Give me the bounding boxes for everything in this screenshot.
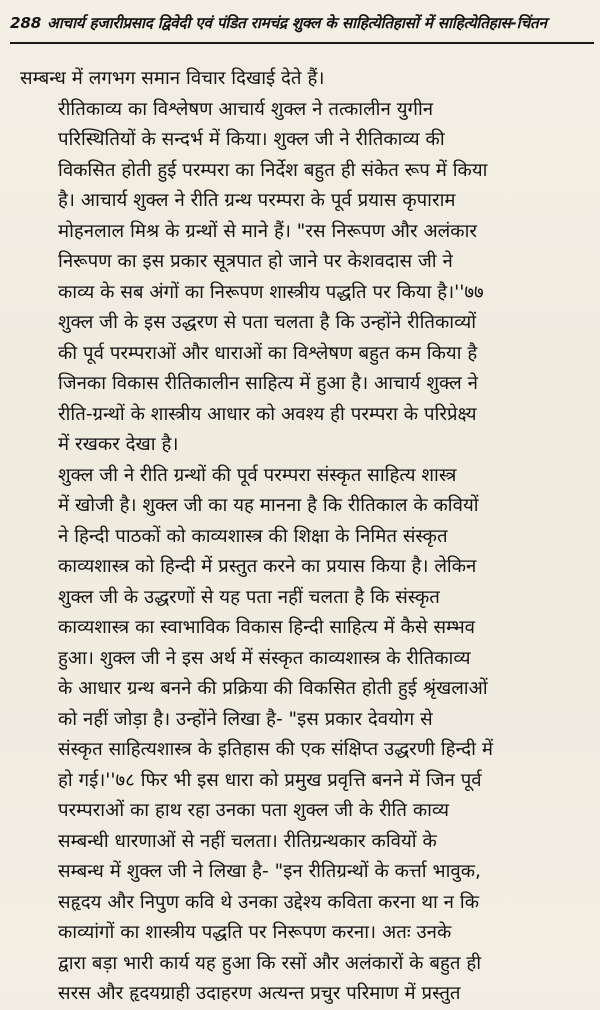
page-number: 288 bbox=[10, 14, 42, 32]
text-line: रीति-ग्रन्थों के शास्त्रीय आधार को अवश्य ही परम्परा के परिप्रेक्ष्य bbox=[58, 403, 477, 425]
text-line: परम्पराओं का हाथ रहा उनका पता शुक्ल जी के रीति काव्य bbox=[58, 800, 450, 821]
text-line: सम्बन्धी धारणाओं से नहीं चलता। रीतिग्रन्थकार कवियों के bbox=[58, 830, 437, 852]
text-line: मोहनलाल मिश्र के ग्रन्थों से माने हैं। "रस निरूपण और अलंकार bbox=[58, 220, 477, 242]
text-line: सरस और हृदयग्राही उदाहरण अत्यन्त प्रचुर परिमाण में प्रस्तुत bbox=[58, 983, 461, 1004]
text-line: को नहीं जोड़ा है। उन्होंने लिखा है- "इस प्रकार देवयोग से bbox=[58, 708, 433, 730]
text-line: विकसित होती हुई परम्परा का निर्देश बहुत ही संकेत रूप में किया bbox=[58, 159, 488, 181]
running-header bbox=[10, 8, 594, 44]
text-line: सम्बन्ध में लगभग समान विचार दिखाई देते हैं। bbox=[20, 68, 325, 89]
text-line: काव्यशास्त्र को हिन्दी में प्रस्तुत करने का प्रयास किया है। लेकिन bbox=[58, 556, 477, 577]
text-line: शुक्ल जी के इस उद्धरण से पता चलता है कि उन्होंने रीतिकाव्यों bbox=[58, 312, 477, 333]
text-line: की पूर्व परम्पराओं और धाराओं का विश्लेषण बहुत कम किया है bbox=[58, 342, 478, 364]
text-line: रीतिकाव्य का विश्लेषण आचार्य शुक्ल ने तत्कालीन युगीन bbox=[58, 98, 434, 120]
text-line: काव्यांगों का शास्त्रीय पद्धति पर निरूपण करना। अतः उनके bbox=[58, 922, 452, 943]
paragraph bbox=[20, 95, 585, 461]
text-line: संस्कृत साहित्यशास्त्र के इतिहास की एक संक्षिप्त उद्धरणी हिन्दी में bbox=[58, 739, 494, 760]
paragraph bbox=[20, 461, 585, 1010]
text-line: हो गई।''७८ फिर भी इस धारा को प्रमुख प्रवृत्ति बनने में जिन पूर्व bbox=[58, 769, 482, 791]
text-line: निरूपण का इस प्रकार सूत्रपात हो जाने पर केशवदास जी ने bbox=[58, 251, 453, 272]
text-line: परिस्थितियों के सन्दर्भ में किया। शुक्ल जी ने रीतिकाव्य की bbox=[58, 129, 445, 150]
text-line: में रखकर देखा है। bbox=[58, 434, 179, 455]
text-line: में खोजी है। शुक्ल जी का यह मानना है कि रीतिकाल के कवियों bbox=[58, 495, 479, 516]
text-line: शुक्ल जी ने रीति ग्रन्थों की पूर्व परम्परा संस्कृत साहित्य शास्त्र bbox=[58, 464, 457, 486]
text-line: सम्बन्ध में शुक्ल जी ने लिखा है- "इन रीतिग्रन्थों के कर्त्ता भावुक, bbox=[58, 861, 481, 882]
running-title: आचार्य हजारीप्रसाद द्विवेदी एवं पंडित रामचंद्र शुक्ल के साहित्येतिहासों में साहित्येतिहास-चिंतन bbox=[47, 14, 547, 32]
text-line: हुआ। शुक्ल जी ने इस अर्थ में संस्कृत काव्यशास्त्र के रीतिकाव्य bbox=[58, 647, 471, 669]
text-line: के आधार ग्रन्थ बनने की प्रक्रिया की विकसित होती हुई श्रृंखलाओं bbox=[58, 678, 488, 699]
text-line: है। आचार्य शुक्ल ने रीति ग्रन्थ परम्परा के पूर्व प्रयास कृपाराम bbox=[58, 190, 456, 211]
body-text bbox=[20, 64, 585, 1010]
paragraph bbox=[20, 64, 585, 95]
text-line: काव्यशास्त्र का स्वाभाविक विकास हिन्दी साहित्य में कैसे सम्भव bbox=[58, 617, 476, 638]
text-line: द्वारा बड़ा भारी कार्य यह हुआ कि रसों और अलंकारों के बहुत ही bbox=[58, 952, 482, 974]
text-line: जिनका विकास रीतिकालीन साहित्य में हुआ है। आचार्य शुक्ल ने bbox=[58, 373, 478, 394]
text-line: शुक्ल जी के उद्धरणों से यह पता नहीं चलता है कि संस्कृत bbox=[58, 586, 440, 608]
text-line: काव्य के सब अंगों का निरूपण शास्त्रीय पद्धति पर किया है।''७७ bbox=[58, 281, 484, 303]
text-line: सहृदय और निपुण कवि थे उनका उद्देश्य कविता करना था न कि bbox=[58, 891, 480, 913]
text-line: ने हिन्दी पाठकों को काव्यशास्त्र की शिक्षा के निमित संस्कृत bbox=[58, 525, 448, 547]
